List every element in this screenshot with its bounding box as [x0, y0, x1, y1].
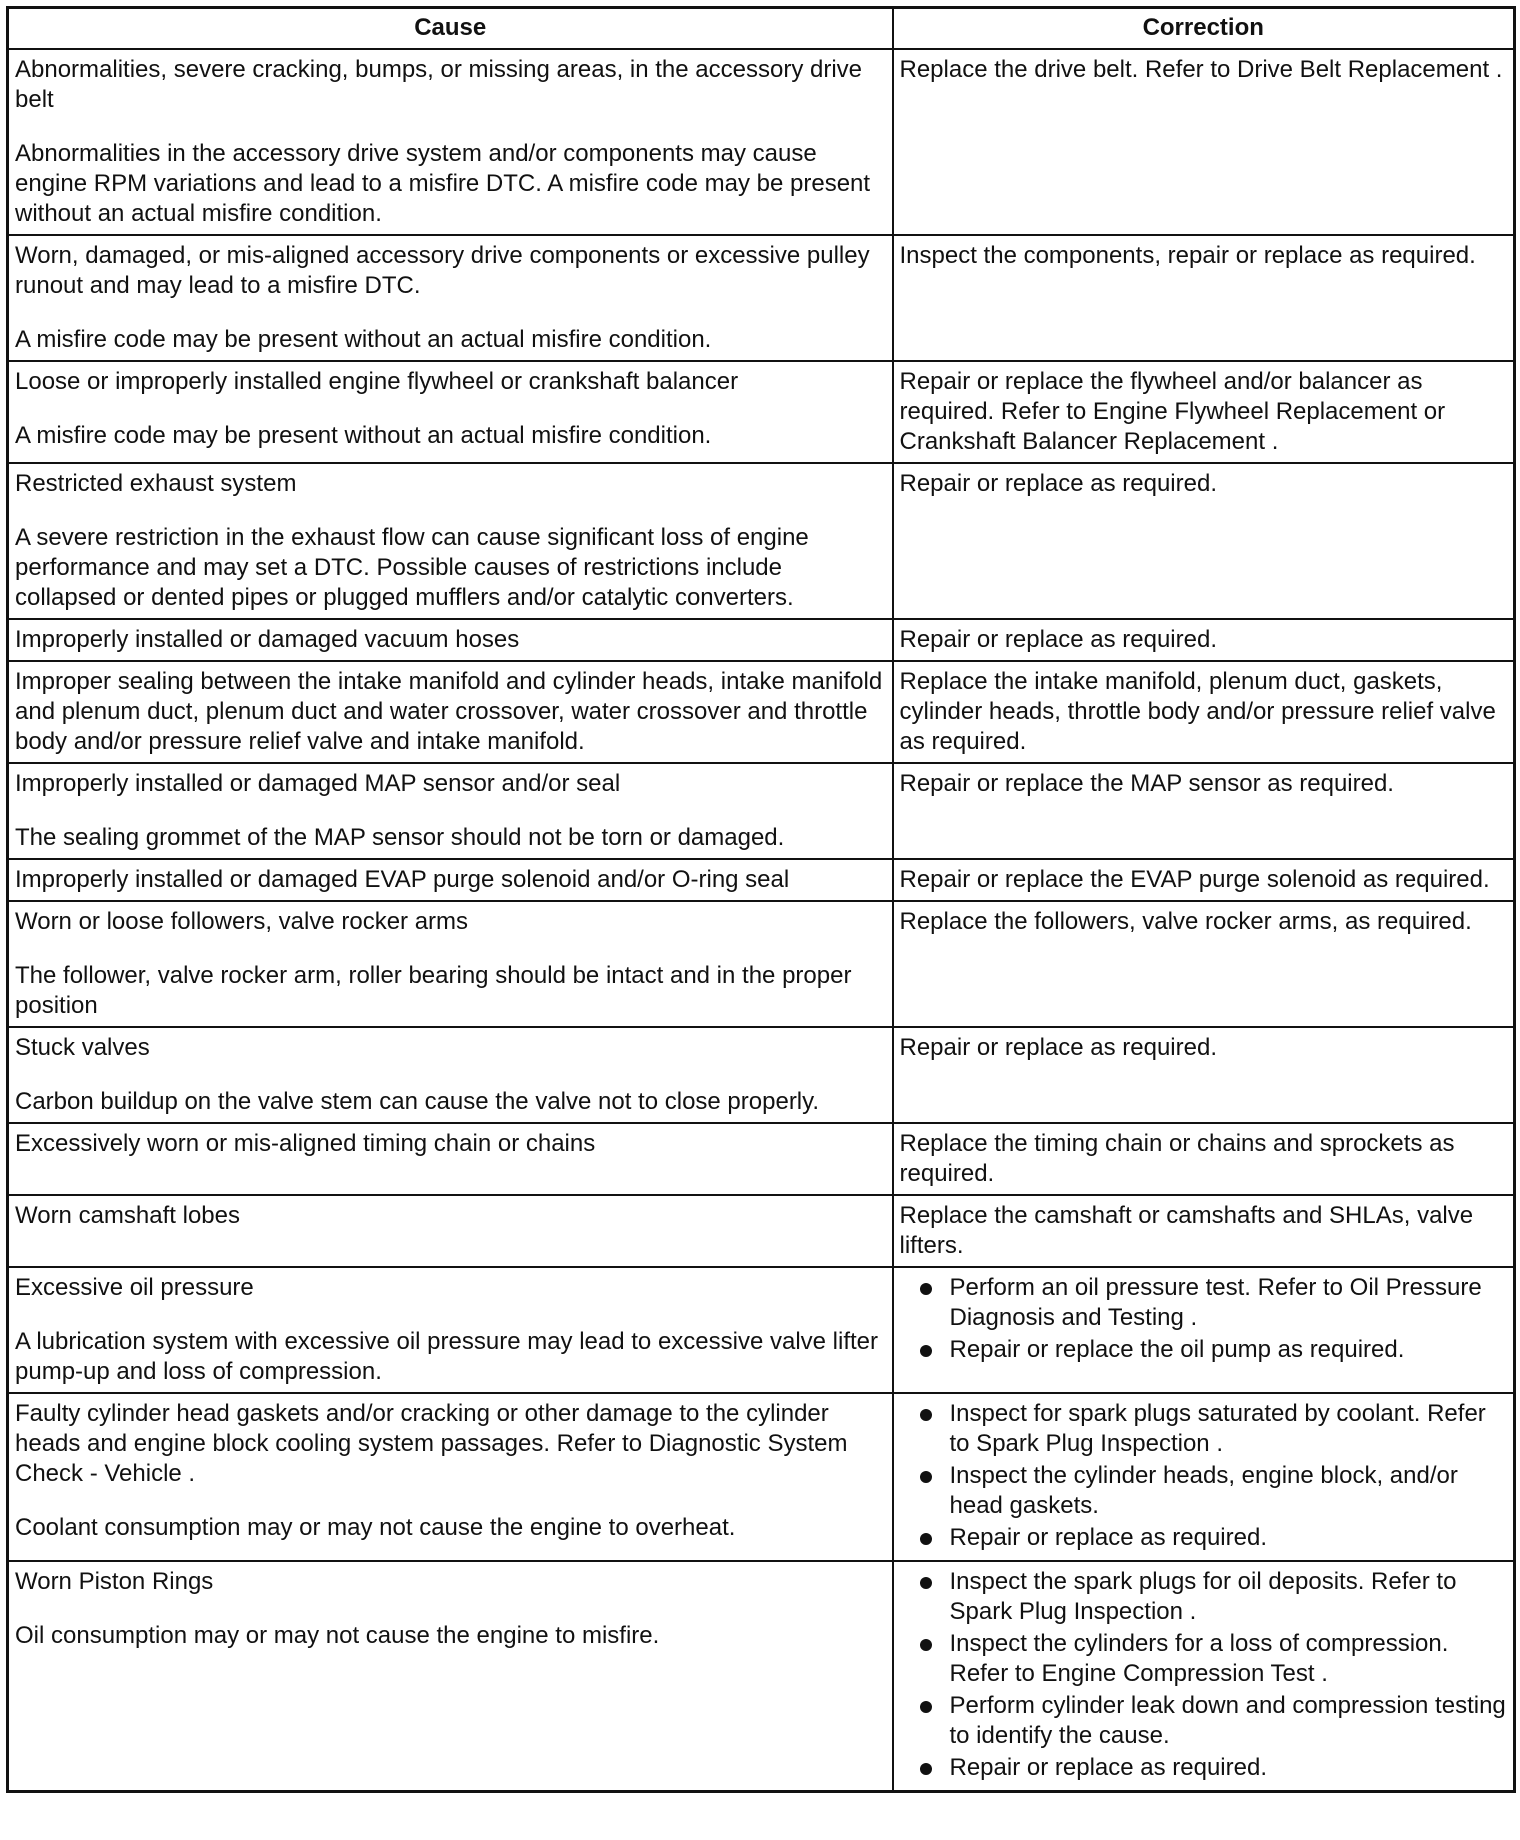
correction-cell: [893, 1561, 1515, 1792]
correction-cell: [893, 763, 1515, 859]
cause-cell: [8, 235, 893, 361]
cause-note: A misfire code may be present without an actual misfire condition.: [15, 326, 712, 353]
correction-list-item: [918, 1523, 1507, 1553]
bullet-icon: [920, 1763, 932, 1775]
correction-text: Repair or replace the MAP sensor as required.: [899, 770, 1394, 797]
correction-list-item: [918, 1691, 1507, 1751]
cause-text: Improper sealing between the intake manifold and cylinder heads, intake manifold and plenum duct, plenum duct and water crossover, water crossover and throttle body and/or pressure relief valve and intake manifold.: [15, 668, 883, 755]
correction-text: Repair or replace the oil pump as required.: [949, 1336, 1405, 1363]
correction-text: Repair or replace as required.: [949, 1524, 1267, 1551]
cause-text: Abnormalities, severe cracking, bumps, or missing areas, in the accessory drive belt: [15, 56, 863, 113]
correction-list-item: [918, 1567, 1507, 1627]
correction-text: Inspect the cylinders for a loss of compression. Refer to Engine Compression Test .: [949, 1630, 1449, 1687]
cause-text: Worn Piston Rings: [15, 1568, 214, 1595]
correction-list-item: [918, 1399, 1507, 1459]
cause-text: Worn or loose followers, valve rocker arms: [15, 908, 469, 935]
cause-text: Worn camshaft lobes: [15, 1202, 240, 1229]
correction-cell: [893, 49, 1515, 235]
table-row: [8, 235, 1515, 361]
correction-cell: [893, 901, 1515, 1027]
correction-text: Inspect the components, repair or replace as required.: [899, 242, 1476, 269]
cause-cell: [8, 1267, 893, 1393]
bullet-icon: [920, 1345, 932, 1357]
correction-text: Repair or replace as required.: [899, 1034, 1217, 1061]
cause-cell: [8, 1027, 893, 1123]
correction-text: Perform an oil pressure test. Refer to Oil Pressure Diagnosis and Testing .: [949, 1274, 1482, 1331]
correction-text: Repair or replace the flywheel and/or balancer as required. Refer to Engine Flywheel Replacement or Crankshaft Balancer Replacement .: [899, 368, 1446, 455]
cause-cell: [8, 463, 893, 619]
correction-text: Repair or replace the EVAP purge solenoid as required.: [899, 866, 1490, 893]
table-row: [8, 661, 1515, 763]
correction-text: Repair or replace as required.: [899, 470, 1217, 497]
table-row: [8, 1561, 1515, 1792]
table-row: [8, 1267, 1515, 1393]
bullet-icon: [920, 1533, 932, 1545]
header-correction: Correction: [893, 8, 1515, 50]
bullet-icon: [920, 1409, 932, 1421]
correction-text: Repair or replace as required.: [949, 1754, 1267, 1781]
cause-text: Restricted exhaust system: [15, 470, 297, 497]
cause-note: The sealing grommet of the MAP sensor should not be torn or damaged.: [15, 824, 785, 851]
bullet-icon: [920, 1283, 932, 1295]
correction-cell: [893, 1267, 1515, 1393]
correction-cell: [893, 1027, 1515, 1123]
cause-cell: [8, 661, 893, 763]
cause-text: Improperly installed or damaged vacuum hoses: [15, 626, 520, 653]
correction-text: Replace the camshaft or camshafts and SHLAs, valve lifters.: [899, 1202, 1474, 1259]
cause-note: A severe restriction in the exhaust flow can cause significant loss of engine performance and may set a DTC. Possible causes of restrictions include collapsed or dented pipes or plugged mufflers and/or catalytic converters.: [15, 524, 809, 611]
table-row: [8, 763, 1515, 859]
table-row: [8, 619, 1515, 661]
correction-list-item: [918, 1461, 1507, 1521]
correction-cell: [893, 235, 1515, 361]
correction-text: Replace the drive belt. Refer to Drive Belt Replacement .: [899, 56, 1503, 83]
correction-list-item: [918, 1273, 1507, 1333]
table-row: [8, 1027, 1515, 1123]
cause-note: Carbon buildup on the valve stem can cause the valve not to close properly.: [15, 1088, 820, 1115]
cause-note: Coolant consumption may or may not cause the engine to overheat.: [15, 1514, 736, 1541]
table-body: [8, 49, 1515, 1792]
cause-text: Improperly installed or damaged EVAP purge solenoid and/or O-ring seal: [15, 866, 790, 893]
cause-cell: [8, 361, 893, 463]
cause-note: Abnormalities in the accessory drive system and/or components may cause engine RPM variations and lead to a misfire DTC. A misfire code may be present without an actual misfire condition.: [15, 140, 871, 227]
bullet-icon: [920, 1639, 932, 1651]
cause-correction-table: [6, 6, 1516, 1793]
cause-cell: [8, 49, 893, 235]
cause-text: Worn, damaged, or mis-aligned accessory drive components or excessive pulley runout and may lead to a misfire DTC.: [15, 242, 870, 299]
cause-note: A misfire code may be present without an actual misfire condition.: [15, 422, 712, 449]
correction-list: [900, 1399, 1507, 1553]
correction-list-item: [918, 1629, 1507, 1689]
cause-text: Loose or improperly installed engine flywheel or crankshaft balancer: [15, 368, 739, 395]
correction-text: Repair or replace as required.: [899, 626, 1217, 653]
correction-list-item: [918, 1753, 1507, 1783]
cause-note: The follower, valve rocker arm, roller bearing should be intact and in the proper position: [15, 962, 852, 1019]
table-row: [8, 463, 1515, 619]
table-row: [8, 1393, 1515, 1561]
table-row: [8, 361, 1515, 463]
cause-text: Excessive oil pressure: [15, 1274, 254, 1301]
cause-cell: [8, 901, 893, 1027]
header-cause: Cause: [8, 8, 893, 50]
correction-list: [900, 1567, 1507, 1783]
correction-list: [900, 1273, 1507, 1365]
cause-note: Oil consumption may or may not cause the engine to misfire.: [15, 1622, 660, 1649]
bullet-icon: [920, 1471, 932, 1483]
correction-cell: [893, 361, 1515, 463]
correction-cell: [893, 1393, 1515, 1561]
table-row: [8, 1123, 1515, 1195]
table-header-row: [8, 8, 1515, 50]
cause-cell: [8, 1123, 893, 1195]
correction-cell: [893, 661, 1515, 763]
table-row: [8, 1195, 1515, 1267]
correction-text: Replace the timing chain or chains and sprockets as required.: [899, 1130, 1455, 1187]
correction-cell: [893, 859, 1515, 901]
cause-text: Faulty cylinder head gaskets and/or cracking or other damage to the cylinder heads and engine block cooling system passages. Refer to Diagnostic System Check - Vehicle .: [15, 1400, 848, 1487]
table-row: [8, 49, 1515, 235]
cause-cell: [8, 763, 893, 859]
correction-text: Inspect for spark plugs saturated by coolant. Refer to Spark Plug Inspection .: [949, 1400, 1486, 1457]
cause-cell: [8, 1393, 893, 1561]
correction-cell: [893, 1195, 1515, 1267]
bullet-icon: [920, 1577, 932, 1589]
correction-cell: [893, 1123, 1515, 1195]
correction-list-item: [918, 1335, 1507, 1365]
table-row: [8, 901, 1515, 1027]
cause-cell: [8, 1561, 893, 1792]
bullet-icon: [920, 1701, 932, 1713]
correction-text: Inspect the cylinder heads, engine block, and/or head gaskets.: [949, 1462, 1458, 1519]
cause-cell: [8, 619, 893, 661]
cause-text: Improperly installed or damaged MAP sensor and/or seal: [15, 770, 621, 797]
cause-note: A lubrication system with excessive oil pressure may lead to excessive valve lifter pump-up and loss of compression.: [15, 1328, 879, 1385]
cause-text: Excessively worn or mis-aligned timing chain or chains: [15, 1130, 596, 1157]
table-row: [8, 859, 1515, 901]
cause-text: Stuck valves: [15, 1034, 150, 1061]
correction-text: Replace the intake manifold, plenum duct, gaskets, cylinder heads, throttle body and/or pressure relief valve as required.: [899, 668, 1496, 755]
correction-cell: [893, 619, 1515, 661]
cause-cell: [8, 1195, 893, 1267]
correction-text: Perform cylinder leak down and compression testing to identify the cause.: [949, 1692, 1506, 1749]
correction-text: Inspect the spark plugs for oil deposits. Refer to Spark Plug Inspection .: [949, 1568, 1457, 1625]
correction-text: Replace the followers, valve rocker arms, as required.: [899, 908, 1472, 935]
cause-cell: [8, 859, 893, 901]
correction-cell: [893, 463, 1515, 619]
